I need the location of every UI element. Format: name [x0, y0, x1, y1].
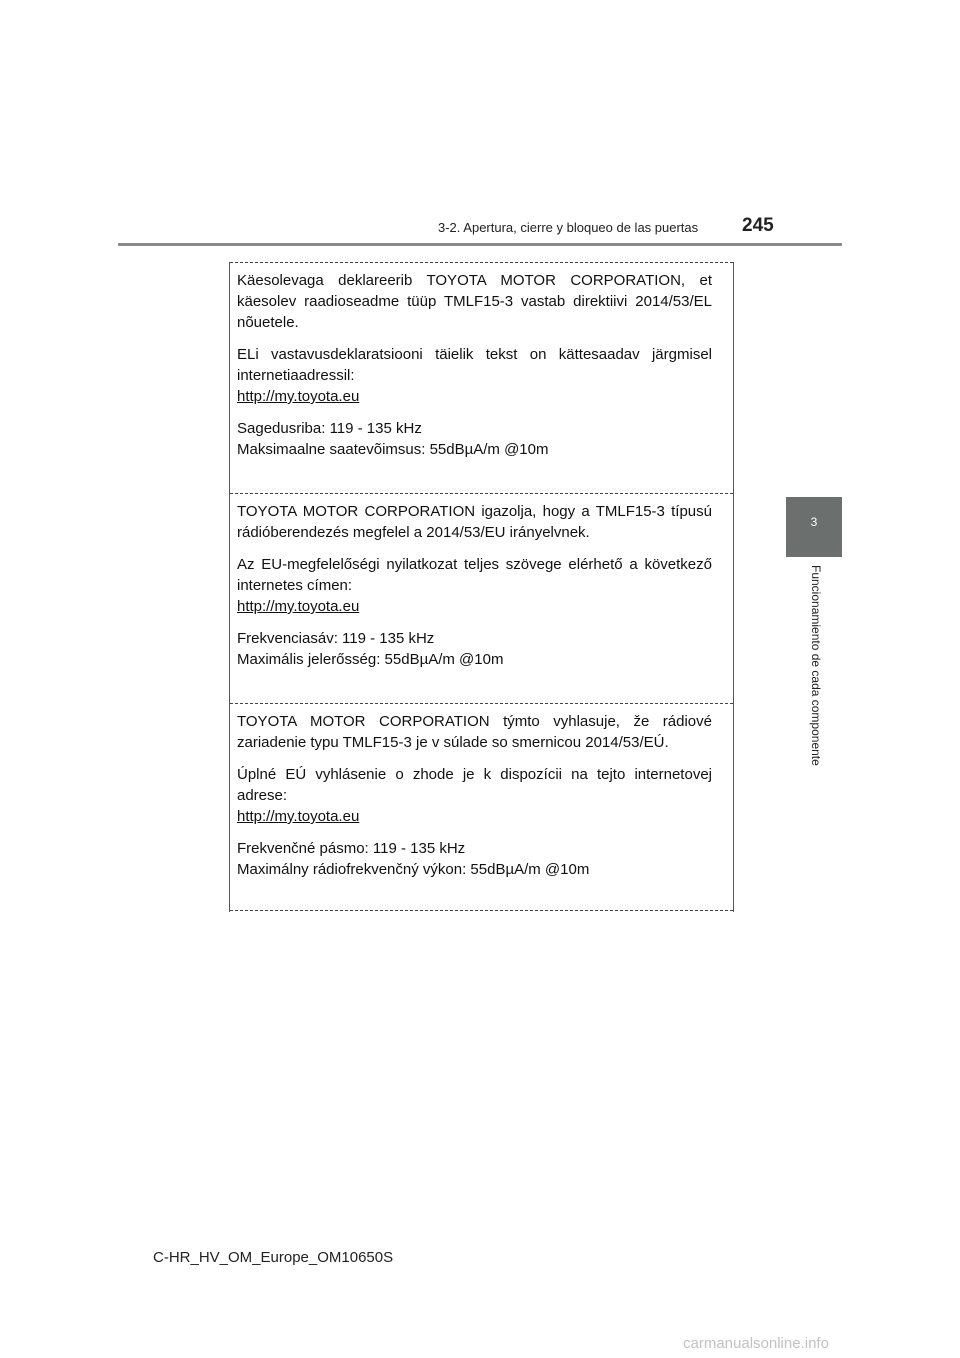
declaration-slovak: [237, 711, 712, 880]
declaration-availability: Úplné EÚ vyhlásenie o zhode je k dispozícii na tejto internetovej adrese:: [237, 766, 712, 804]
document-id: C-HR_HV_OM_Europe_OM10650S: [153, 1249, 394, 1266]
box-top-border: [230, 262, 733, 263]
declaration-statement: TOYOTA MOTOR CORPORATION týmto vyhlasuje, že rádiové zariadenie typu TMLF15-3 je v súlade so smernicou 2014/53/EÚ.: [237, 713, 712, 751]
declaration-statement: Käesolevaga deklareerib TOYOTA MOTOR CORPORATION, et käesolev raadioseadme tüüp TMLF15-3 vastab direktiivi 2014/53/EL nõuetele.: [237, 272, 712, 331]
frequency-band: Frekvenčné pásmo: 119 - 135 kHz: [237, 840, 466, 857]
declaration-url-link[interactable]: http://my.toyota.eu: [237, 598, 360, 615]
page-number: 245: [742, 215, 774, 236]
frequency-band: Sagedusriba: 119 - 135 kHz: [237, 420, 422, 437]
declaration-estonian: [237, 270, 712, 460]
watermark: carmanualsonline.info: [683, 1335, 829, 1352]
declaration-hungarian: [237, 501, 712, 670]
chapter-title: Funcionamiento de cada componente: [809, 565, 823, 766]
declaration-statement: TOYOTA MOTOR CORPORATION igazolja, hogy a TMLF15-3 típusú rádióberendezés megfelel a 2014/53/EU irányelvnek.: [237, 503, 712, 541]
max-power: Maximálny rádiofrekvenčný výkon: 55dBµA/m @10m: [237, 861, 590, 878]
max-power: Maksimaalne saatevõimsus: 55dBµA/m @10m: [237, 441, 549, 458]
declaration-box: [229, 262, 734, 912]
declaration-url-link[interactable]: http://my.toyota.eu: [237, 388, 360, 405]
box-divider: [230, 703, 733, 704]
declaration-availability: Az EU-megfelelőségi nyilatkozat teljes szövege elérhető a következő internetes címen:: [237, 556, 712, 594]
chapter-tab: [786, 497, 842, 557]
box-divider: [230, 493, 733, 494]
header-divider: [118, 243, 842, 246]
section-title: 3-2. Apertura, cierre y bloqueo de las puertas: [438, 220, 699, 235]
box-bottom-border: [230, 910, 733, 911]
declaration-url-link[interactable]: http://my.toyota.eu: [237, 808, 360, 825]
declaration-availability: ELi vastavusdeklaratsiooni täielik tekst on kättesaadav järgmisel internetiaadressil:: [237, 346, 712, 384]
frequency-band: Frekvenciasáv: 119 - 135 kHz: [237, 630, 435, 647]
chapter-number: 3: [810, 515, 818, 529]
max-power: Maximális jelerősség: 55dBµA/m @10m: [237, 651, 504, 668]
